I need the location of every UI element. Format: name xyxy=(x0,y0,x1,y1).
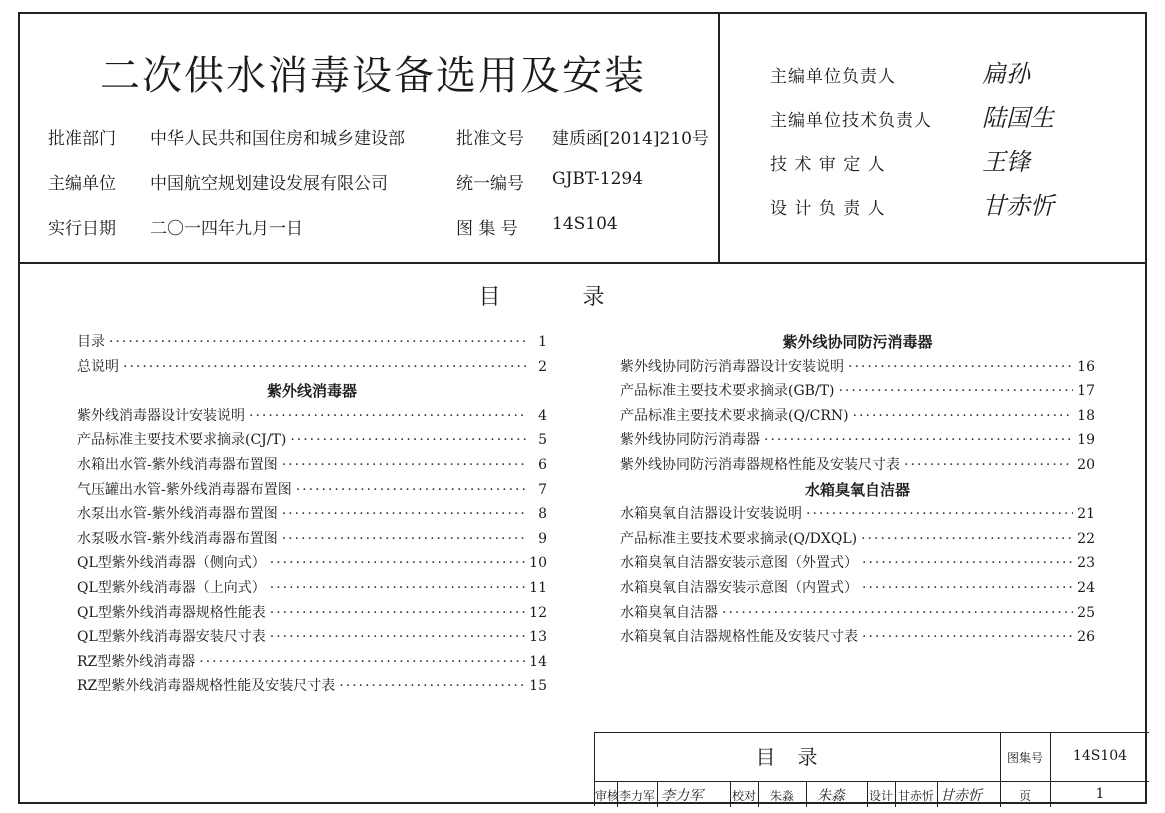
toc-entry[interactable] xyxy=(620,551,1095,576)
toc-leader-dots xyxy=(838,379,1073,404)
page-label: 页 xyxy=(1018,789,1031,803)
toc-entry-page: 10 xyxy=(529,555,547,572)
meta-label-editor-unit: 主编单位 xyxy=(48,174,116,194)
atlas-no-value: 14S104 xyxy=(1072,748,1128,764)
toc-leader-dots xyxy=(109,330,527,355)
meta-value-effective-date: 二〇一四年九月一日 xyxy=(150,219,303,239)
reviewer-signature: 李力军 xyxy=(661,788,703,804)
toc-leader-dots xyxy=(296,478,527,503)
meta-label-effective-date: 实行日期 xyxy=(48,219,116,239)
title-block-row-top xyxy=(595,733,1149,782)
toc-entry-page: 26 xyxy=(1077,629,1095,646)
toc-entry-title: 紫外线协同防污消毒器 xyxy=(620,432,760,449)
header-info-panel xyxy=(20,14,720,264)
checker-name: 朱淼 xyxy=(769,789,794,803)
toc-entry[interactable] xyxy=(620,355,1095,380)
toc-entry-title: 紫外线消毒器设计安装说明 xyxy=(77,407,245,424)
toc-leader-dots xyxy=(861,527,1073,552)
title-block-row-bottom xyxy=(595,781,1149,807)
toc-entry-page: 6 xyxy=(538,456,547,473)
resp-role-design-head: 设 计 负 责 人 xyxy=(770,199,886,219)
responsibility-panel xyxy=(720,14,1145,264)
toc-entry-title: RZ型紫外线消毒器规格性能及安装尺寸表 xyxy=(77,678,336,695)
designer-signature: 甘赤忻 xyxy=(940,788,982,804)
toc-entry[interactable] xyxy=(77,551,547,576)
toc-leader-dots xyxy=(806,502,1073,527)
toc-entry-page: 4 xyxy=(538,407,547,424)
resp-role-tech-head: 主编单位技术负责人 xyxy=(770,111,932,131)
toc-entry-page: 25 xyxy=(1077,604,1095,621)
toc-entry-page: 8 xyxy=(538,506,547,523)
toc-entry-page: 15 xyxy=(529,678,547,695)
toc-leader-dots xyxy=(270,551,525,576)
toc-entry-title: 水箱臭氧自洁器安装示意图（外置式） xyxy=(620,555,858,572)
meta-label-approval-dept: 批准部门 xyxy=(48,129,116,149)
toc-entry[interactable] xyxy=(77,625,547,650)
toc-entry-page: 1 xyxy=(538,334,547,350)
toc-entry-page: 21 xyxy=(1077,506,1095,523)
toc-entry-title: 水箱出水管-紫外线消毒器布置图 xyxy=(77,456,278,473)
signature-tech-reviewer: 王锋 xyxy=(982,148,1030,176)
toc-entry[interactable] xyxy=(620,502,1095,527)
toc-entry-title: 紫外线协同防污消毒器设计安装说明 xyxy=(620,358,844,375)
designer-name: 甘赤忻 xyxy=(897,789,934,803)
toc-entry-page: 9 xyxy=(538,530,547,547)
toc-entry[interactable] xyxy=(620,379,1095,404)
toc-entry-title: 产品标准主要技术要求摘录(Q/CRN) xyxy=(620,407,849,424)
reviewer-name: 李力军 xyxy=(618,789,655,803)
meta-value-approval-dept: 中华人民共和国住房和城乡建设部 xyxy=(150,129,405,149)
toc-entry-title: 目录 xyxy=(77,334,105,350)
title-block xyxy=(594,732,1149,806)
divider xyxy=(937,781,938,807)
signature-design-head: 甘赤忻 xyxy=(982,192,1054,220)
title-block-title: 目录 xyxy=(755,745,840,769)
toc-leader-dots xyxy=(339,674,525,699)
toc-entry[interactable] xyxy=(77,453,547,478)
toc-entry-page: 23 xyxy=(1077,555,1095,572)
toc-entry[interactable] xyxy=(620,428,1095,453)
toc-leader-dots xyxy=(270,576,525,601)
meta-label-approval-doc: 批准文号 xyxy=(456,129,524,149)
toc-leader-dots xyxy=(270,625,525,650)
drawing-sheet xyxy=(18,12,1147,804)
toc-leader-dots xyxy=(862,625,1073,650)
toc-entry[interactable] xyxy=(77,576,547,601)
meta-value-unified-no: GJBT-1294 xyxy=(552,169,644,189)
toc-entry-title: QL型紫外线消毒器规格性能表 xyxy=(77,604,266,621)
toc-entry[interactable] xyxy=(77,650,547,675)
toc-entry[interactable] xyxy=(620,527,1095,552)
toc-entry-title: 紫外线协同防污消毒器规格性能及安装尺寸表 xyxy=(620,456,900,473)
toc-entry-title: 水箱臭氧自洁器 xyxy=(620,604,718,621)
check-label: 校对 xyxy=(731,789,756,803)
resp-role-tech-reviewer: 技 术 审 定 人 xyxy=(770,155,886,175)
resp-role-editor-head: 主编单位负责人 xyxy=(770,67,896,87)
toc-entry-page: 2 xyxy=(538,358,547,375)
toc-entry[interactable] xyxy=(77,478,547,503)
toc-entry[interactable] xyxy=(620,601,1095,626)
toc-entry-title: 水箱臭氧自洁器设计安装说明 xyxy=(620,506,802,523)
toc-entry-page: 16 xyxy=(1077,358,1095,375)
toc-section-heading: 水箱臭氧自洁器 xyxy=(804,480,910,499)
toc-leader-dots xyxy=(722,601,1073,626)
toc-leader-dots xyxy=(123,355,527,380)
toc-entry[interactable] xyxy=(620,625,1095,650)
checker-signature: 朱淼 xyxy=(817,788,845,804)
toc-entry-title: 水泵出水管-紫外线消毒器布置图 xyxy=(77,506,278,523)
toc-entry[interactable] xyxy=(620,404,1095,429)
page-title: 二次供水消毒设备选用及安装 xyxy=(100,53,646,99)
toc-entry-title: 产品标准主要技术要求摘录(GB/T) xyxy=(620,383,835,400)
toc-entry[interactable] xyxy=(77,404,547,429)
toc-leader-dots xyxy=(862,551,1073,576)
atlas-no-label: 图集号 xyxy=(1006,751,1043,765)
toc-entry-title: 水箱臭氧自洁器规格性能及安装尺寸表 xyxy=(620,629,858,646)
toc-entry[interactable] xyxy=(77,601,547,626)
toc-entry-page: 19 xyxy=(1077,432,1095,449)
meta-value-editor-unit: 中国航空规划建设发展有限公司 xyxy=(150,174,388,194)
toc-leader-dots xyxy=(199,650,525,675)
toc-entry-page: 22 xyxy=(1077,530,1095,547)
toc-leader-dots xyxy=(764,428,1073,453)
toc-entry[interactable] xyxy=(77,674,547,699)
toc-entry-title: 总说明 xyxy=(77,358,119,375)
toc-entry-page: 13 xyxy=(529,629,547,646)
toc-entry[interactable] xyxy=(620,453,1095,478)
toc-entry-title: QL型紫外线消毒器（侧向式） xyxy=(77,555,266,572)
toc-entry-page: 20 xyxy=(1077,456,1095,473)
toc-entry-title: QL型紫外线消毒器安装尺寸表 xyxy=(77,629,266,646)
toc-leader-dots xyxy=(848,355,1073,380)
toc-leader-dots xyxy=(282,453,527,478)
meta-label-atlas-no: 图 集 号 xyxy=(456,219,518,239)
toc-entry[interactable] xyxy=(77,502,547,527)
toc-section-heading: 紫外线消毒器 xyxy=(266,382,357,401)
review-label: 审核 xyxy=(595,789,620,803)
divider xyxy=(806,781,807,807)
toc-left-column xyxy=(77,330,547,699)
toc-entry-page: 24 xyxy=(1077,579,1095,596)
toc-title: 目录 xyxy=(478,285,687,310)
toc-leader-dots xyxy=(282,527,527,552)
toc-leader-dots xyxy=(853,404,1074,429)
toc-right-column xyxy=(620,330,1095,650)
toc-entry-title: 水泵吸水管-紫外线消毒器布置图 xyxy=(77,530,278,547)
toc-leader-dots xyxy=(249,404,527,429)
toc-entry-title: 气压罐出水管-紫外线消毒器布置图 xyxy=(77,481,292,498)
toc-section-heading: 紫外线协同防污消毒器 xyxy=(782,333,933,351)
toc-entry-title: 产品标准主要技术要求摘录(CJ/T) xyxy=(77,432,287,449)
toc-entry-title: 水箱臭氧自洁器安装示意图（内置式） xyxy=(620,579,858,596)
toc-entry-page: 5 xyxy=(538,432,547,449)
toc-leader-dots xyxy=(862,576,1073,601)
page-number: 1 xyxy=(1095,786,1105,802)
toc-entry-page: 18 xyxy=(1077,407,1095,424)
toc-entry-page: 17 xyxy=(1077,383,1095,400)
toc-entry[interactable] xyxy=(77,355,547,380)
toc-entry-page: 14 xyxy=(529,653,547,670)
signature-tech-head: 陆国生 xyxy=(982,104,1054,132)
toc-entry-page: 7 xyxy=(538,481,547,498)
toc-entry-title: QL型紫外线消毒器（上向式） xyxy=(77,579,266,596)
toc-leader-dots xyxy=(282,502,527,527)
toc-entry[interactable] xyxy=(620,576,1095,601)
meta-value-approval-doc: 建质函[2014]210号 xyxy=(552,129,709,149)
toc-entry[interactable] xyxy=(77,428,547,453)
toc-leader-dots xyxy=(904,453,1073,478)
toc-entry-page: 11 xyxy=(529,579,547,596)
toc-entry-title: RZ型紫外线消毒器 xyxy=(77,653,196,670)
toc-leader-dots xyxy=(290,428,527,453)
divider xyxy=(657,781,658,807)
signature-editor-head: 扁孙 xyxy=(982,60,1030,88)
toc-entry[interactable] xyxy=(77,330,547,355)
toc-entry[interactable] xyxy=(77,527,547,552)
meta-label-unified-no: 统一编号 xyxy=(456,174,524,194)
meta-value-atlas-no: 14S104 xyxy=(552,214,618,234)
toc-leader-dots xyxy=(270,601,525,626)
toc-entry-title: 产品标准主要技术要求摘录(Q/DXQL) xyxy=(620,530,858,547)
design-label: 设计 xyxy=(868,789,893,803)
toc-entry-page: 12 xyxy=(529,604,547,621)
